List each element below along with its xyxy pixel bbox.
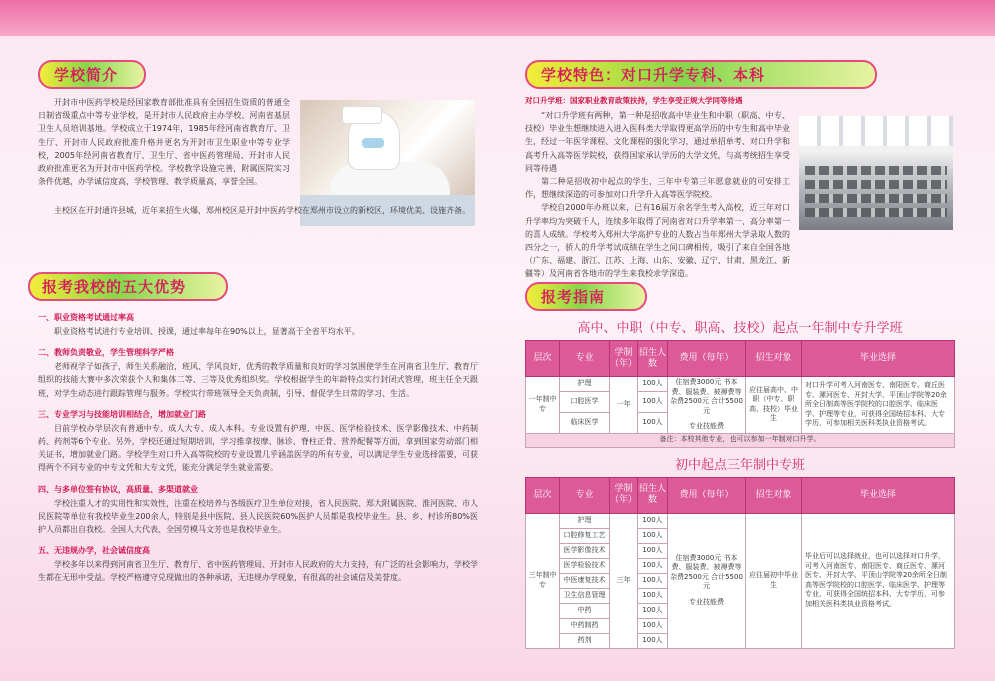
table2-choice: 毕业后可以选择就业，也可以选择对口升学，可考入河南医专、南阳医专、商丘医专、漯河医专、开封大学、平顶山学院等20余所全日制高等医学院校的口腔医学、临床医学、护理等专业，可获得全国统招本科、大专学历，可参加相关医科类执业资格考试。 [802,513,955,648]
table2-major: 口腔修复工艺 [560,528,610,543]
table2-title: 初中起点三年制中专班 [674,457,805,473]
table1-major: 护理 [560,377,610,392]
intro-paragraph-2: 主校区在开封通许县城，近年来招生火爆，郑州校区是开封中医药学校在郑州市设立的新校区，环境优美、设施齐备。 [54,206,470,215]
table2-count: 100人 [638,633,668,648]
advantages-title-banner: 报考我校的五大优势 [28,272,228,301]
table2-major: 卫生信息管理 [560,588,610,603]
advantage-text-4: 学校注重人才的实用性和实效性，注重在校培养与各级医疗卫生单位对接，省人民医院、郑大附属医院、淮河医院、市人民医院等单位有我校毕业生200余人，特别是县中医院、县人民医院60%医护人员都是我校毕业生。县、乡、村诊所80%医护人员都出自我校。全国人大代表、全国劳模马文芳也是我校毕业生。 [38,498,478,535]
intro-paragraph-1: 开封市中医药学校是经国家教育部批准具有全国招生资质的普通全日制省级重点中等专业学校，是开封市人民政府主办学校、河南省基层卫生人员培训基地。学校成立于1974年，1985年经河南省教育厅、卫生厅、开封市人民政府批准升格并更名为开封市卫生职业中等专业学校，2005年经河南省教育厅、卫生厅、省中医药管理局、开封市人民政府批准更名为开封市中医药学校。学校教学设施完善，附属医院实习条件优越，办学诚信度高，学校管理、教学质量高，享誉全国。 [38,98,290,187]
advantage-text-5: 学校多年以来得到河南省卫生厅、教育厅、省中医药管理局、开封市人民政府的大力支持，有广泛的社会影响力，学校学生都在无形中受益。学校严格遵守兑现做出的各种承诺，无违规办学现象，有很高的社会诚信及美誉度。 [38,560,478,583]
header-fee: 费用（每年） [668,477,746,513]
table-one-year [525,340,955,448]
table1-note: 备注：本校其他专业，也可以参加一年制对口升学。 [526,433,955,447]
feature-paragraph-1: “对口升学班有两种，第一种是招收高中毕业生和中职（职高、中专、技校）毕业生想继续进入进入医科类大学取得更高学历的中专生和高中毕业生，经过一年医学课程、文化课程的强化学习，通过单招单考、对口升学和高考升入高等医学院校，获得国家承认学历的大学文凭，与高考统招生享受同等待遇 [525,111,790,173]
advantage-text-1: 职业资格考试进行专业培训、授课，通过率每年在90%以上，显著高于全省平均水平。 [54,327,360,336]
advantage-heading-1: 一、职业资格考试通过率高 [38,313,134,322]
table1-choice: 对口升学可考入河南医专、南阳医专、商丘医专、漯河医专、开封大学、平顶山学院等20余所全日制高等医学院校的口腔医学、临床医学、护理等专业，可获得全国统招本科、大专学历，可参加相关医科类执业资格考试。 [802,377,955,434]
table1-years: 一年 [610,377,638,434]
table2-count: 100人 [638,513,668,528]
advantage-heading-4: 四、与多单位签有协议，高质量、多渠道就业 [38,484,198,494]
header-level: 层次 [526,477,560,513]
table2-fee-extra: 专业技能费 [689,597,724,606]
table2-fee [668,513,746,648]
feature-paragraph-3: 学校自2000年办班以来，已有16届万余名学生考入高校，近三年对口升学率均为突破千人，连续多年取得了河南省对口升学率第一、高分率第一的喜人成绩。学校考入郑州大学高护专业的人数占当年郑州大学录取人数的四分之一，骄人的升学考试成绩在学生之间口碑相传，吸引了来自全国各地（广东、福建、浙江、江苏、上海、山东、安徽、辽宁、甘肃、黑龙江、新疆等）及河南省各地市的学生来我校求学深造。 [525,203,790,279]
header-target: 招生对象 [746,341,802,377]
advantages-section [28,272,478,585]
table2-count: 100人 [638,558,668,573]
header-level: 层次 [526,341,560,377]
table2-count: 100人 [638,528,668,543]
table2-major: 护理 [560,513,610,528]
table1-fee-text: 住宿费3000元 书本费、服装费、被褥费等杂费2500元 合计5500元 [670,378,743,415]
table1-count: 100人 [638,377,668,392]
feature-subtitle: 对口升学班：国家职业教育政策扶持，学生享受正规大学同等待遇 [525,96,743,105]
table2-target: 应往届初中毕业生 [746,513,802,648]
header-choice: 毕业选择 [802,477,955,513]
table2-count: 100人 [638,543,668,558]
intro-title-banner: 学校简介 [38,60,146,89]
top-color-band [0,0,995,36]
header-count: 招生人数 [638,341,668,377]
header-years: 学制（年） [610,341,638,377]
advantage-text-3: 目前学校办学层次有普通中专、成人大专、成人本科。专业设置有护理、中医、医学检验技术、医学影像技术、中药制药、药剂等6个专业。另外，学校还通过短期培训，学习推拿按摩、脉诊、脊柱正骨、营养配餐等方面，拿到国家劳动部门相关证书，增加就业门路。学校学生对口升入高等院校的专业设置几乎涵盖医学的所有专业，可以满足学生专业选择需要，可获得两个不同专业的中专文凭和大专文凭，能充分满足学生就业需要。 [38,423,478,473]
advantage-heading-5: 五、无违规办学，社会诚信度高 [38,546,150,556]
table1-major: 临床医学 [560,412,610,433]
header-count: 招生人数 [638,477,668,513]
header-fee: 费用（每年） [668,341,746,377]
table1-fee [668,377,746,434]
table2-count: 100人 [638,573,668,588]
enrollment-guide [525,282,955,649]
feature-title-banner: 学校特色：对口升学专科、本科 [525,60,877,89]
table2-major: 医学检验技术 [560,558,610,573]
header-major: 专业 [560,477,610,513]
table2-major: 中药制药 [560,618,610,633]
table2-major: 中医康复技术 [560,573,610,588]
table2-count: 100人 [638,588,668,603]
table-three-year [525,477,955,649]
advantage-heading-2: 二、教师负责敬业，学生管理科学严格 [38,348,174,358]
table2-count: 100人 [638,603,668,618]
header-choice: 毕业选择 [802,341,955,377]
table2-major: 药剂 [560,633,610,648]
header-target: 招生对象 [746,477,802,513]
table1-target: 应往届高中、中职（中专、职高、技校）毕业生 [746,377,802,434]
table1-major: 口腔医学 [560,391,610,412]
table1-title: 高中、中职（中专、职高、技校）起点一年制中专升学班 [577,321,903,336]
table2-count: 100人 [638,618,668,633]
table1-count: 100人 [638,391,668,412]
table2-major: 医学影像技术 [560,543,610,558]
table1-count: 100人 [638,412,668,433]
classroom-photo [799,116,953,230]
header-major: 专业 [560,341,610,377]
feature-text-block [525,92,790,281]
table2-fee-text: 住宿费3000元 书本费、服装费、被褥费等杂费2500元 合计5500元 [670,553,743,591]
table2-years: 三年 [610,513,638,648]
advantage-heading-3: 三、专业学习与技能培训相结合，增加就业门路 [38,409,206,419]
table2-level: 三年制中专 [526,513,560,648]
table1-fee-extra: 专业技能费 [689,422,724,430]
table1-level: 一年制中专 [526,377,560,434]
feature-paragraph-2: 第二种是招收初中起点的学生，三年中专第三年愿意就业的可安排工作，想继续深造的可参加对口升学升入高等医学院校。 [525,177,790,200]
table2-major: 中药 [560,603,610,618]
guide-title-banner: 报考指南 [525,282,647,311]
header-years: 学制（年） [610,477,638,513]
advantage-text-2: 老师视学子如孩子，师生关系融洽，班风、学风良好，优秀的教学质量和良好的学习氛围使学生在河南省卫生厅、教育厅组织的技能大赛中多次荣获个人和集体二等、三等及优秀组织奖。学校根据学生的年龄特点实行封闭式管理，班主任全天跟班，对学生动态进行跟踪管理与服务。学校实行带班领导全天负责制，引导、督促学生日常的学习、生活。 [38,362,478,398]
